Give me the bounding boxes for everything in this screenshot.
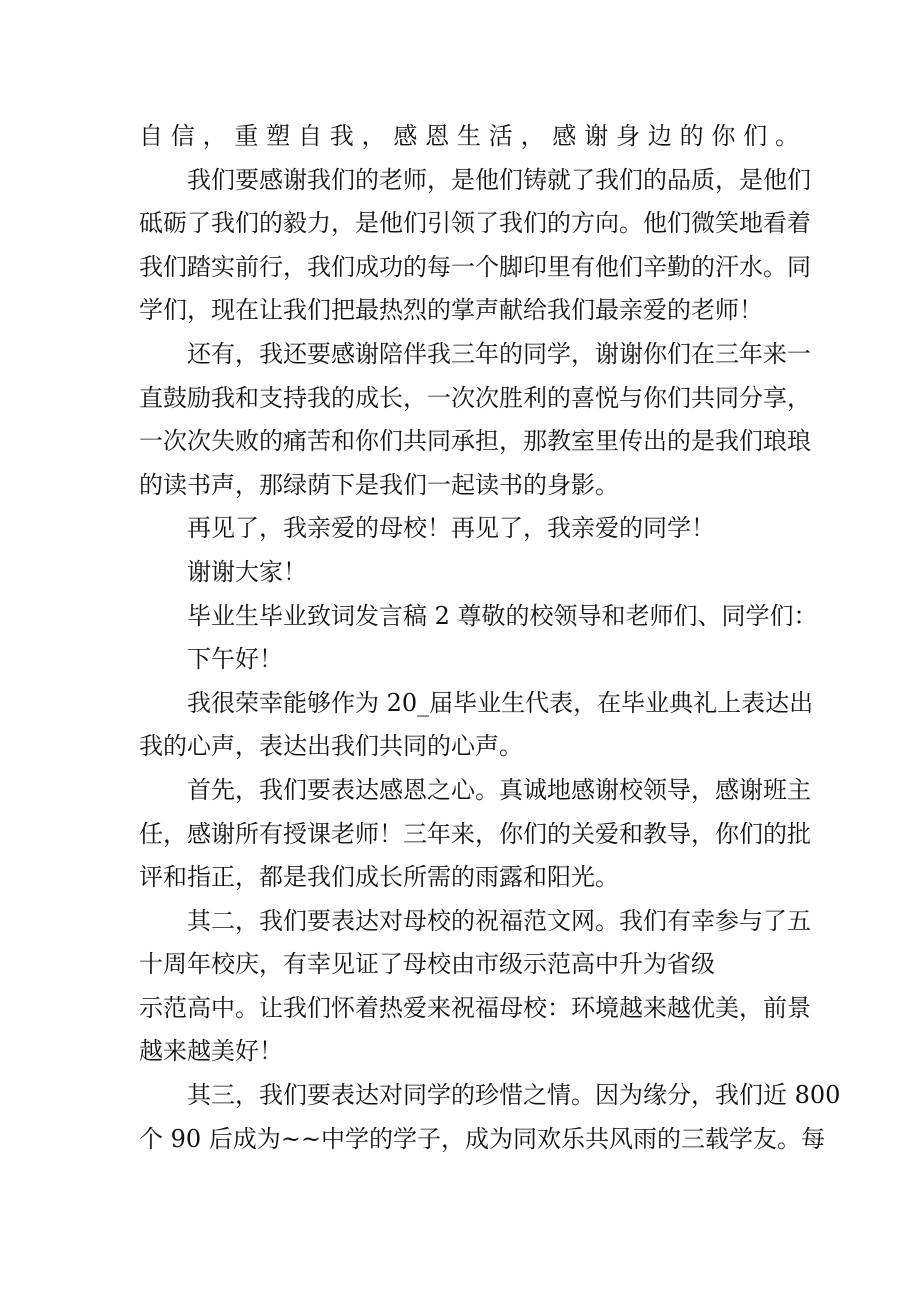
text-line: 直鼓励我和支持我的成长，一次次胜利的喜悦与你们共同分享，	[139, 383, 811, 412]
text-line: 评和指正，都是我们成长所需的雨露和阳光。	[139, 863, 619, 892]
text-line: 首先，我们要表达感恩之心。真诚地感谢校领导，感谢班主	[187, 775, 811, 804]
text-line: 我的心声，表达出我们共同的心声。	[139, 732, 523, 761]
text-line: 我们要感谢我们的老师，是他们铸就了我们的品质，是他们	[187, 165, 811, 194]
text-line: 再见了，我亲爱的母校！再见了，我亲爱的同学！	[187, 514, 715, 543]
text-line: 示范高中。让我们怀着热爱来祝福母校：环境越来越优美，前景	[139, 993, 811, 1022]
text-line: 个 90 后成为~~中学的学子，成为同欢乐共风雨的三载学友。每	[139, 1124, 826, 1153]
text-line: 砥砺了我们的毅力，是他们引领了我们的方向。他们微笑地看着	[139, 209, 811, 238]
text-line: 自信，重塑自我，感恩生活，感谢身边的你们。	[139, 122, 799, 150]
text-line: 任，感谢所有授课老师！三年来，你们的关爱和教导，你们的批	[139, 819, 811, 848]
text-line: 毕业生毕业致词发言稿 2 尊敬的校领导和老师们、同学们：	[187, 601, 818, 630]
text-line: 我们踏实前行，我们成功的每一个脚印里有他们辛勤的汗水。同	[139, 252, 811, 281]
text-line: 越来越美好！	[139, 1037, 283, 1066]
text-line: 谢谢大家！	[187, 557, 307, 586]
text-line: 其二，我们要表达对母校的祝福范文网。我们有幸参与了五	[187, 906, 811, 935]
text-line: 下午好！	[187, 645, 283, 674]
text-line: 我很荣幸能够作为 20_届毕业生代表，在毕业典礼上表达出	[187, 688, 814, 717]
text-line: 学们，现在让我们把最热烈的掌声献给我们最亲爱的老师！	[139, 296, 763, 325]
text-line: 还有，我还要感谢陪伴我三年的同学，谢谢你们在三年来一	[187, 339, 811, 368]
text-line: 一次次失败的痛苦和你们共同承担，那教室里传出的是我们琅琅	[139, 427, 811, 456]
text-line: 的读书声，那绿荫下是我们一起读书的身影。	[139, 470, 619, 499]
text-line: 其三，我们要表达对同学的珍惜之情。因为缘分，我们近 800	[187, 1081, 841, 1110]
document-body	[139, 115, 841, 1161]
text-line: 十周年校庆，有幸见证了母校由市级示范高中升为省级	[139, 950, 715, 979]
